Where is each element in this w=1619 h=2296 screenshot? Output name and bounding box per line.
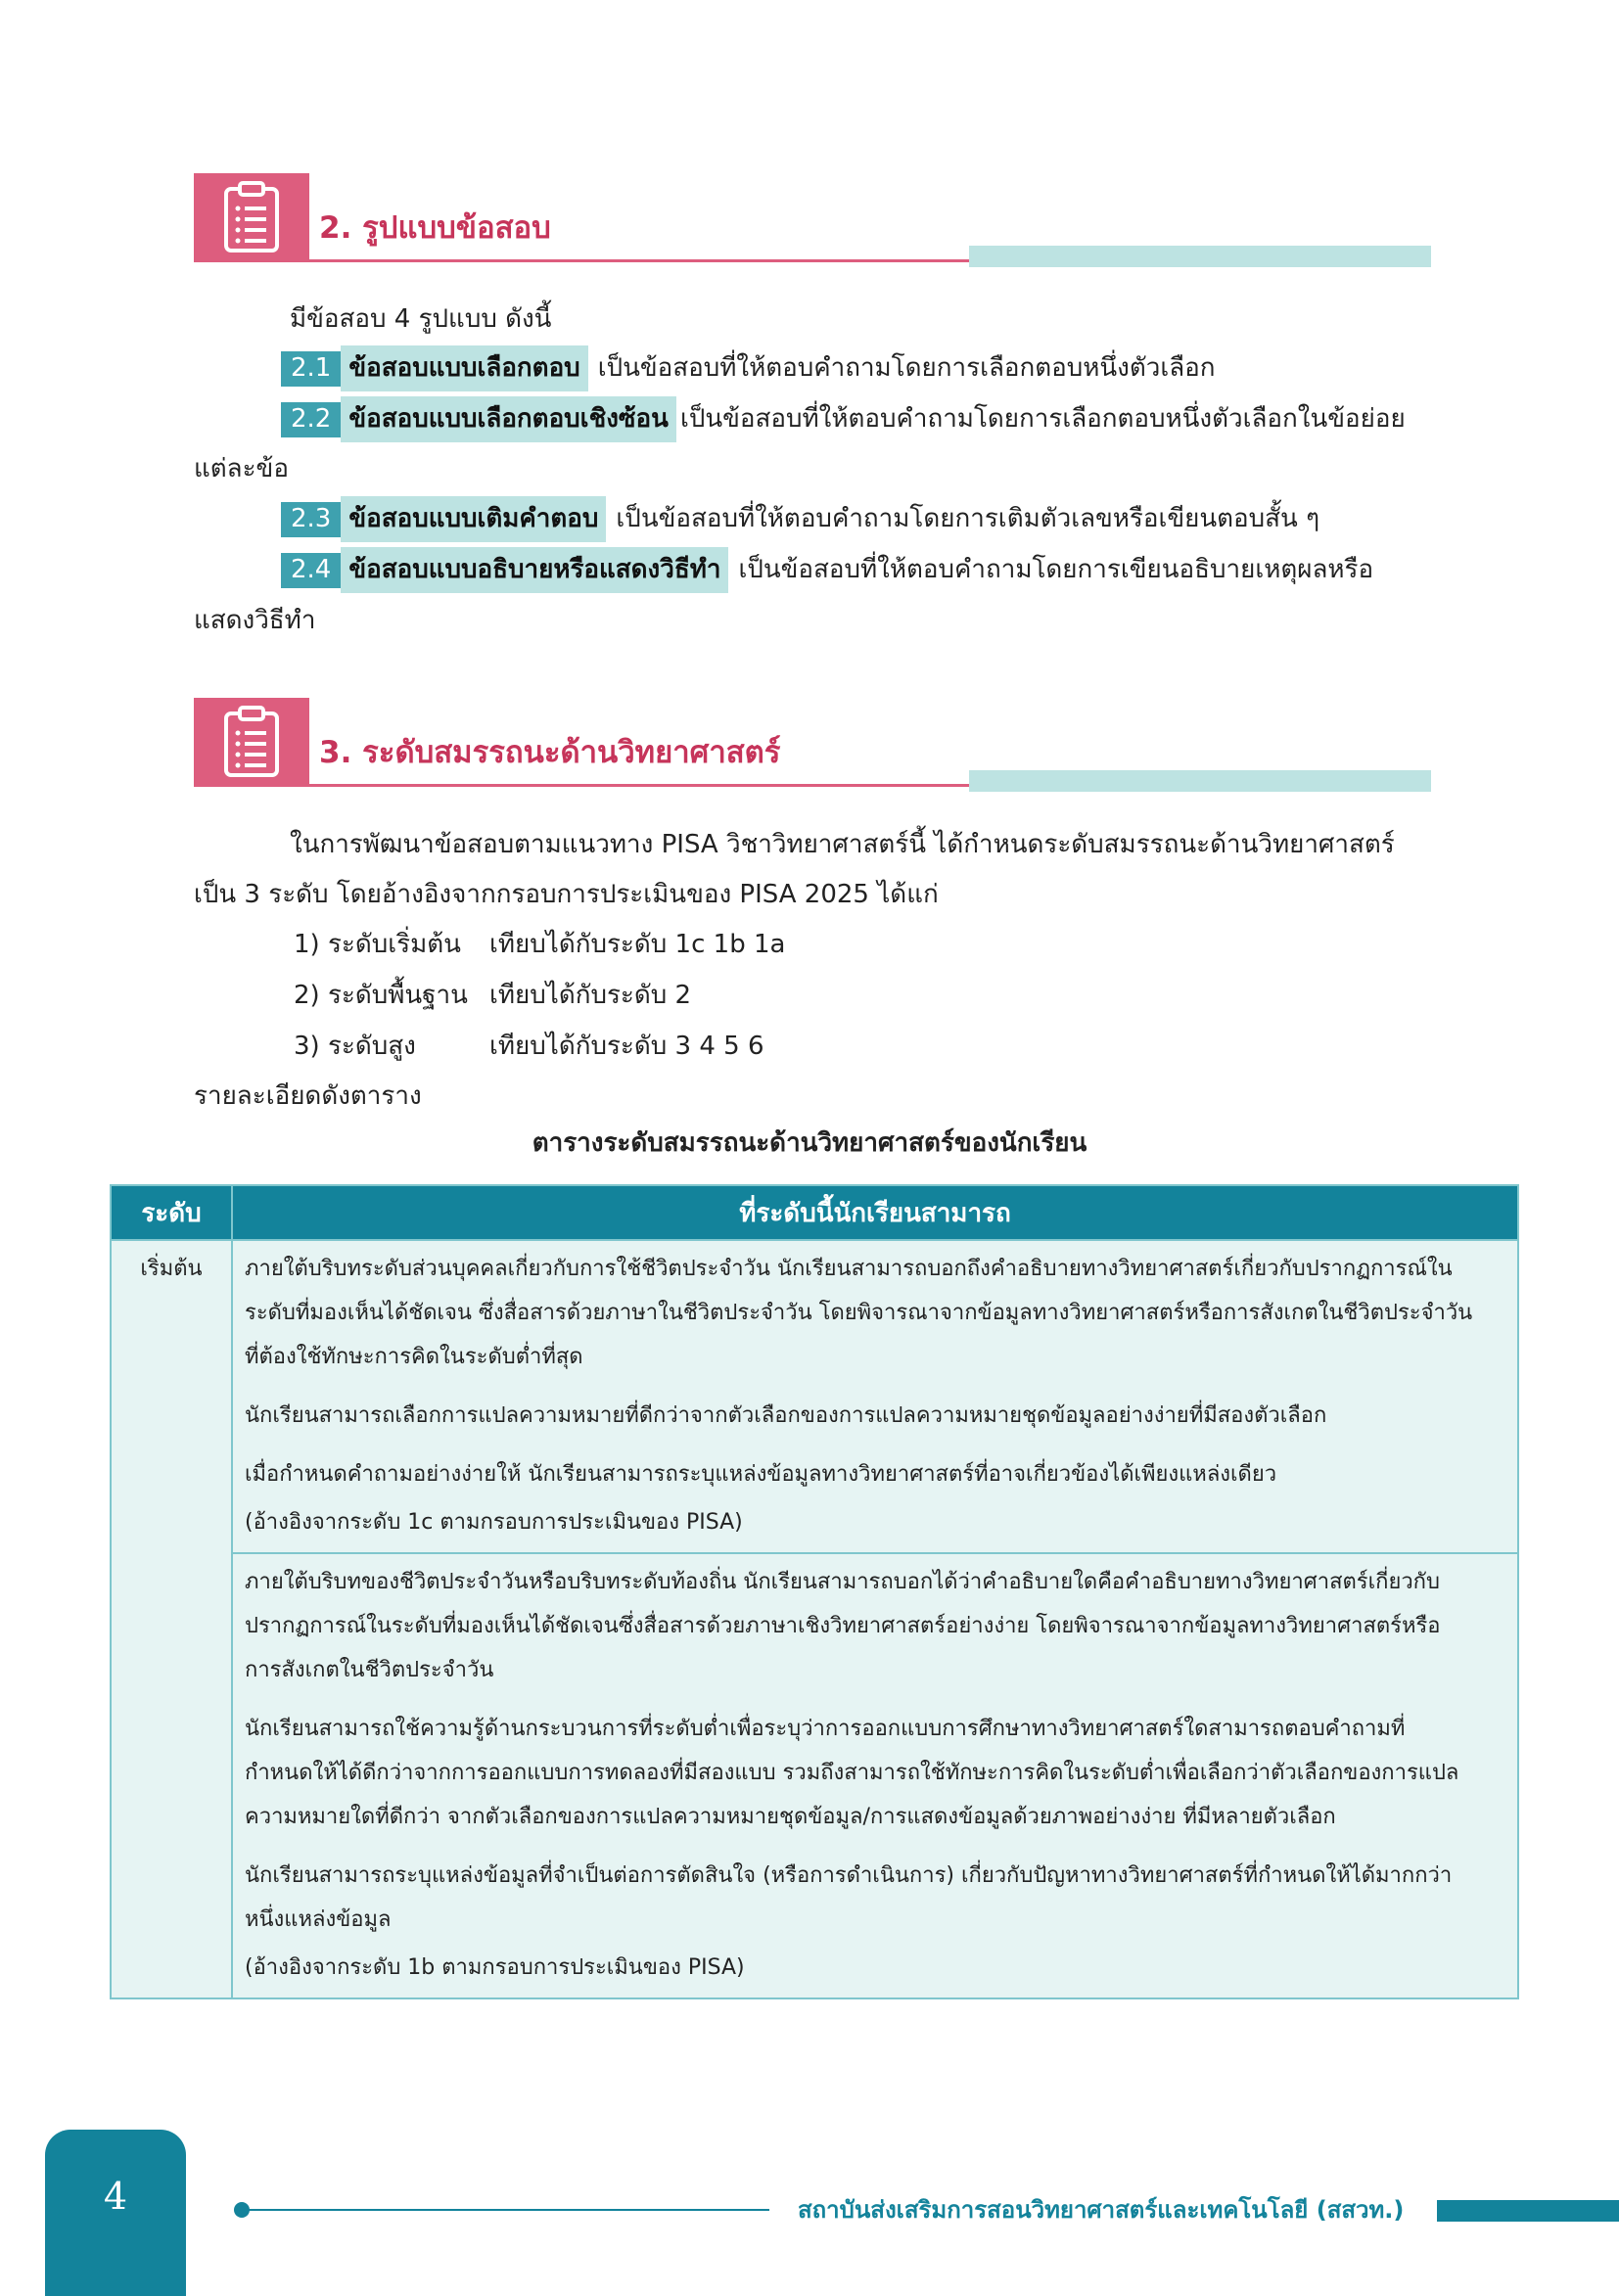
divider: [969, 770, 1431, 792]
item-name: ข้อสอบแบบเติมคำตอบ: [341, 496, 606, 542]
item-desc: เป็นข้อสอบที่ให้ตอบคำถามโดยการเขียนอธิบายเหตุผลหรือ: [738, 555, 1374, 584]
text-line: นักเรียนสามารถใช้ความรู้ด้านกระบวนการที่ระดับต่ำเพื่อระบุว่าการออกแบบการศึกษาทางวิทยาศาสตร์ใดสามารถตอบคำถามที่: [245, 1717, 1406, 1741]
clipboard-icon: [194, 698, 309, 786]
item-name: ข้อสอบแบบเลือกตอบเชิงซ้อน: [341, 396, 676, 442]
item-desc: เป็นข้อสอบที่ให้ตอบคำถามโดยการเลือกตอบหนึ่งตัวเลือก: [597, 353, 1216, 383]
item-continuation: แต่ละข้อ: [194, 454, 289, 483]
section-title: 2. รูปแบบข้อสอบ: [319, 210, 551, 246]
description-paragraph: [245, 1707, 1505, 1839]
item-name: ข้อสอบแบบอธิบายหรือแสดงวิธีทำ: [341, 547, 728, 593]
item-number: 2.2: [281, 402, 341, 437]
text-line: กำหนดให้ได้ดีกว่าจากการออกแบบการทดลองที่มีสองแบบ รวมถึงสามารถใช้ทักษะการคิดในระดับต่ำเพื่อเลือกว่าตัวเลือกของการแปล: [245, 1761, 1459, 1785]
item-number: 2.3: [281, 502, 341, 537]
list-item: [281, 345, 1216, 391]
level-cell: เริ่มต้น: [111, 1240, 232, 1998]
text-line: การสังเกตในชีวิตประจำวัน: [245, 1658, 494, 1682]
list-item: [281, 396, 1406, 442]
section-title: 3. ระดับสมรรถนะด้านวิทยาศาสตร์: [319, 735, 781, 770]
column-header-description: ที่ระดับนี้นักเรียนสามารถ: [232, 1185, 1518, 1240]
item-continuation: แสดงวิธีทำ: [194, 606, 316, 635]
table-caption: ตารางระดับสมรรถนะด้านวิทยาศาสตร์ของนักเรียน: [532, 1128, 1087, 1158]
description-paragraph: [245, 1247, 1505, 1379]
clipboard-icon: [194, 173, 309, 261]
paragraph-line: ในการพัฒนาข้อสอบตามแนวทาง PISA วิชาวิทยาศาสตร์นี้ ได้กำหนดระดับสมรรถนะด้านวิทยาศาสตร์: [290, 830, 1395, 859]
text-line: ภายใต้บริบทของชีวิตประจำวันหรือบริบทระดับท้องถิ่น นักเรียนสามารถบอกได้ว่าคำอธิบายใดคือคำอธิบายทางวิทยาศาสตร์เกี่ยวกับ: [245, 1570, 1440, 1594]
text-line: นักเรียนสามารถระบุแหล่งข้อมูลที่จำเป็นต่อการตัดสินใจ (หรือการดำเนินการ) เกี่ยวกับปัญหาทางวิทยาศาสตร์ที่กำหนดให้ได้มากกว่า: [245, 1863, 1453, 1888]
divider: [969, 246, 1431, 267]
item-number: 2.1: [281, 351, 341, 387]
divider: [194, 784, 969, 787]
item-number: 2.4: [281, 553, 341, 588]
level-label: 2) ระดับพื้นฐาน: [294, 981, 468, 1010]
text-line: ภายใต้บริบทระดับส่วนบุคคลเกี่ยวกับการใช้ชีวิตประจำวัน นักเรียนสามารถบอกถึงคำอธิบายทางวิทยาศาสตร์เกี่ยวกับปรากฏการณ์ใน: [245, 1257, 1453, 1281]
item-name: ข้อสอบแบบเลือกตอบ: [341, 345, 587, 391]
item-desc: เป็นข้อสอบที่ให้ตอบคำถามโดยการเลือกตอบหนึ่งตัวเลือกในข้อย่อย: [679, 404, 1406, 434]
paragraph-line: เป็น 3 ระดับ โดยอ้างอิงจากกรอบการประเมินของ PISA 2025 ได้แก่: [194, 880, 939, 909]
description-paragraph: นักเรียนสามารถเลือกการแปลความหมายที่ดีกว่าจากตัวเลือกของการแปลความหมายชุดข้อมูลอย่างง่ายที่มีสองตัวเลือก: [245, 1403, 1327, 1428]
level-value: เทียบได้กับระดับ 2: [489, 981, 692, 1010]
text-line: ที่ต้องใช้ทักษะการคิดในระดับต่ำที่สุด: [245, 1345, 583, 1369]
level-label: 1) ระดับเริ่มต้น: [294, 930, 461, 959]
table-row: [111, 1553, 1518, 1998]
description-paragraph: [245, 1560, 1505, 1692]
list-item: [281, 547, 1373, 593]
details-note: รายละเอียดดังตาราง: [194, 1081, 422, 1111]
section-3-header: [194, 698, 1431, 792]
page-number-box: [45, 2130, 186, 2296]
footer-line: [245, 2209, 769, 2211]
table-header-row: [111, 1185, 1518, 1240]
competency-table: [110, 1184, 1519, 1999]
text-line: ระดับที่มองเห็นได้ชัดเจน ซึ่งสื่อสารด้วยภาษาในชีวิตประจำวัน โดยพิจารณาจากข้อมูลทางวิทยาศาสตร์หรือการสังเกตในชีวิตประจำวัน: [245, 1301, 1473, 1325]
text-line: ปรากฏการณ์ในระดับที่มองเห็นได้ชัดเจนซึ่งสื่อสารด้วยภาษาเชิงวิทยาศาสตร์อย่างง่าย โดยพิจารณาจากข้อมูลทางวิทยาศาสตร์หรือ: [245, 1614, 1441, 1638]
description-paragraph: [245, 1854, 1505, 1942]
table-row: [111, 1240, 1518, 1553]
reference-note: (อ้างอิงจากระดับ 1c ตามกรอบการประเมินของ PISA): [245, 1510, 743, 1535]
footer-bar: [1437, 2200, 1619, 2222]
level-label: 3) ระดับสูง: [294, 1032, 416, 1061]
item-desc: เป็นข้อสอบที่ให้ตอบคำถามโดยการเติมตัวเลขหรือเขียนตอบสั้น ๆ: [616, 504, 1320, 533]
section-2-header: [194, 173, 1431, 267]
section-intro: มีข้อสอบ 4 รูปแบบ ดังนี้: [290, 304, 552, 334]
text-line: หนึ่งแหล่งข้อมูล: [245, 1907, 392, 1932]
level-value: เทียบได้กับระดับ 1c 1b 1a: [489, 930, 786, 959]
description-paragraph: เมื่อกำหนดคำถามอย่างง่ายให้ นักเรียนสามารถระบุแหล่งข้อมูลทางวิทยาศาสตร์ที่อาจเกี่ยวข้องได้เพียงแหล่งเดียว: [245, 1462, 1277, 1487]
column-header-level: ระดับ: [111, 1185, 232, 1240]
description-cell: [232, 1240, 1518, 1553]
reference-note: (อ้างอิงจากระดับ 1b ตามกรอบการประเมินของ PISA): [245, 1955, 745, 1980]
page-number: 4: [103, 2175, 128, 2218]
divider: [194, 259, 969, 262]
text-line: ความหมายใดที่ดีกว่า จากตัวเลือกของการแปลความหมายชุดข้อมูล/การแสดงข้อมูลด้วยภาพอย่างง่าย ที่มีหลายตัวเลือก: [245, 1805, 1336, 1829]
footer-organization: สถาบันส่งเสริมการสอนวิทยาศาสตร์และเทคโนโลยี (สสวท.): [798, 2196, 1405, 2224]
list-item: [281, 496, 1319, 542]
level-value: เทียบได้กับระดับ 3 4 5 6: [489, 1032, 764, 1061]
description-cell: [232, 1553, 1518, 1998]
